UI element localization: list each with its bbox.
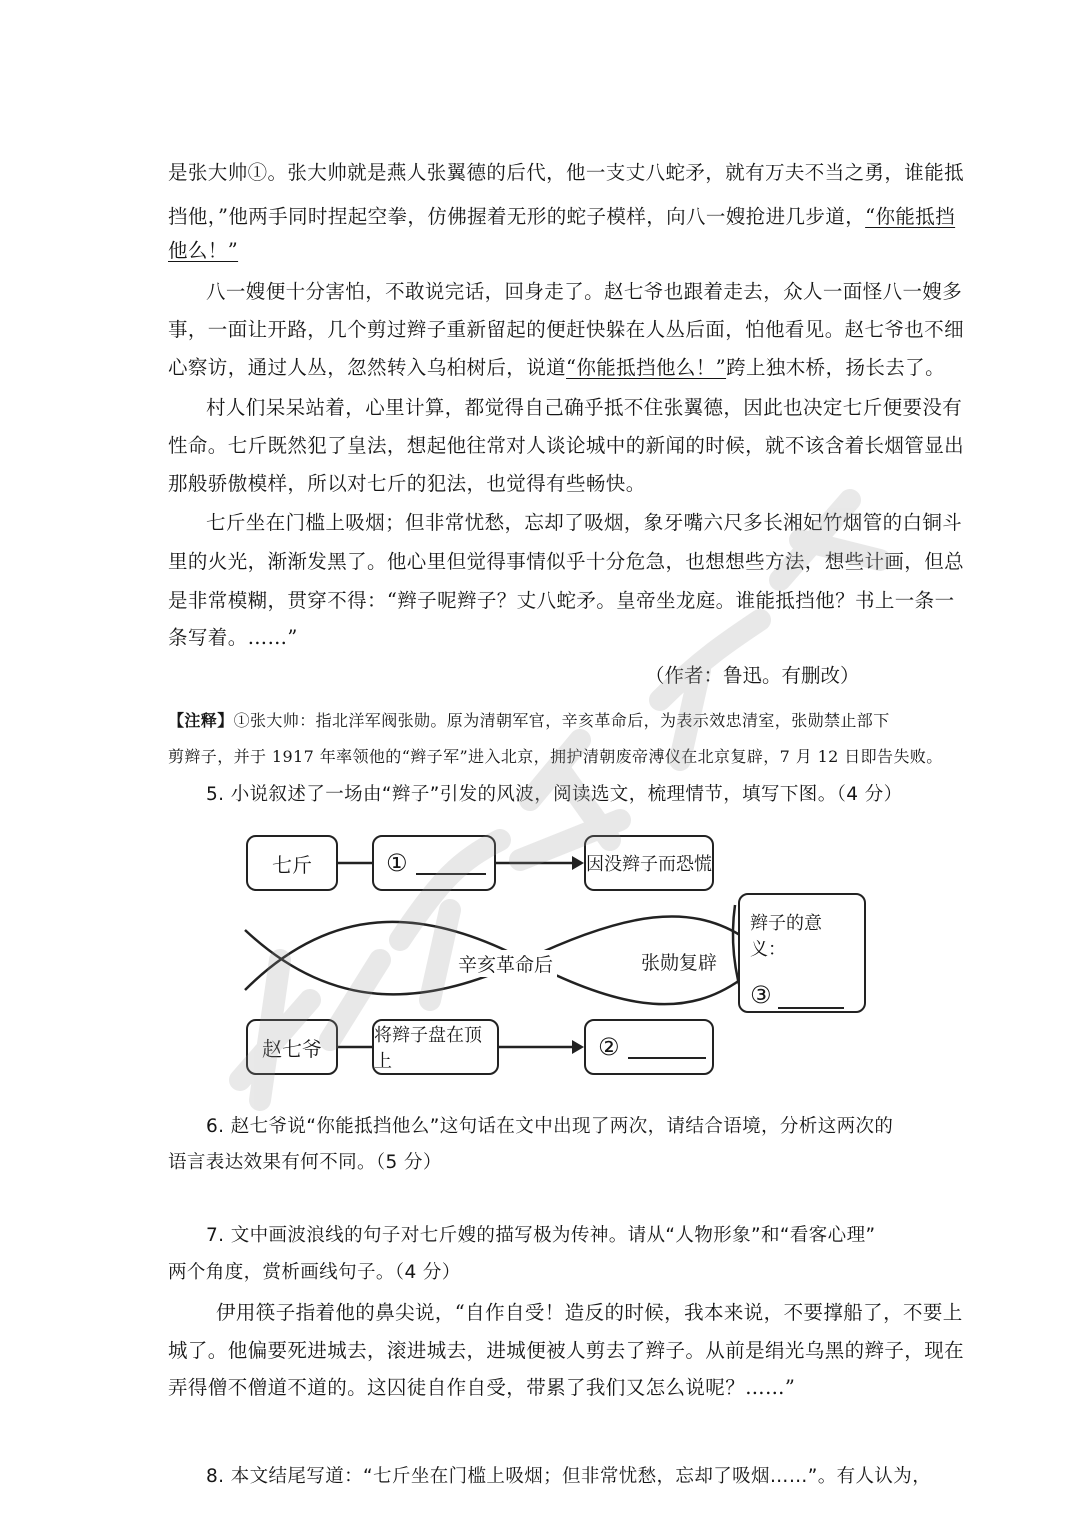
note-line-1: 【注释】①张大帅：指北洋军阀张勋。原为清朝军官，辛亥革命后，为表示效忠清室，张勋禁止部下 (168, 711, 890, 730)
box-meaning: 辫子的意义： ③ (738, 893, 866, 1013)
question-6-line-1: 6. 赵七爷说“你能抵挡他么”这句话在文中出现了两次，请结合语境，分析这两次的 (206, 1116, 894, 1137)
underlined-quote-2: “你能抵挡他么！” (566, 356, 727, 379)
underlined-quote-1b: 他么！” (168, 239, 239, 262)
wave-label-revolution: 辛亥革命后 (454, 950, 557, 977)
q7-quote-line-2: 城了。他偏要死进城去，滚进城去，进城便被人剪去了辫子。从前是绢光乌黑的辫子，现在 (168, 1339, 965, 1362)
passage-line-4: 八一嫂便十分害怕，不敢说完话，回身走了。赵七爷也跟着走去，众人一面怪八一嫂多 (206, 280, 963, 303)
meaning-blank: ③ (750, 981, 844, 1009)
question-5: 5. 小说叙述了一场由“辫子”引发的风波，阅读选文，梳理情节，填写下图。（4 分） (206, 784, 903, 805)
passage-line-2: 挡他，”他两手同时捏起空拳，仿佛握着无形的蛇子模样，向八一嫂抢进几步道，“你能抵挡 (168, 205, 956, 228)
passage-line-11: 里的火光，渐渐发黑了。他心里但觉得事情似乎十分危急，也想想些方法，想些计画，但总 (168, 550, 965, 573)
box-qijin: 七斤 (246, 835, 338, 891)
question-6-line-2: 语言表达效果有何不同。（5 分） (168, 1152, 442, 1173)
passage-line-12: 是非常模糊，贯穿不得：“辫子呢辫子？丈八蛇矛。皇帝坐龙庭。谁能抵挡他？书上一条一 (168, 589, 955, 612)
passage-line-9: 那般骄傲模样，所以对七斤的犯法，也觉得有些畅快。 (168, 472, 646, 495)
passage-line-6: 心察访，通过人丛，忽然转入乌桕树后，说道“你能抵挡他么！”跨上独木桥，扬长去了。 (168, 356, 945, 379)
question-8-line-1: 8. 本文结尾写道：“七斤坐在门槛上吸烟；但非常忧愁，忘却了吸烟……”。有人认为， (206, 1466, 932, 1487)
box-zhao-qiye: 赵七爷 (246, 1019, 338, 1075)
wave-label-restoration: 张勋复辟 (637, 948, 721, 975)
q7-quote-line-1: 伊用筷子指着他的鼻尖说，“自作自受！造反的时候，我本来说，不要撑船了，不要上 (216, 1301, 963, 1324)
note-label: 【注释】 (168, 711, 234, 730)
box-blank-1: ① (372, 835, 496, 891)
question-7-line-1: 7. 文中画波浪线的句子对七斤嫂的描写极为传神。请从“人物形象”和“看客心理” (206, 1225, 876, 1246)
passage-line-7: 村人们呆呆站着，心里计算，都觉得自己确乎抵不住张翼德，因此也决定七斤便要没有 (206, 396, 963, 419)
underlined-quote-1a: “你能抵挡 (865, 205, 956, 228)
passage-line-1: 是张大帅①。张大帅就是燕人张翼德的后代，他一支丈八蛇矛，就有万夫不当之勇，谁能抵 (168, 161, 965, 184)
passage-line-8: 性命。七斤既然犯了皇法，想起他往常对人谈论城中的新闻的时候，就不该含着长烟管显出 (168, 434, 965, 457)
box-blank-2: ② (584, 1019, 714, 1075)
author-credit: （作者：鲁迅。有删改） (645, 664, 860, 687)
passage-line-5: 事，一面让开路，几个剪过辫子重新留起的便赶快躲在人丛后面，怕他看见。赵七爷也不细 (168, 318, 965, 341)
passage-line-10: 七斤坐在门槛上吸烟；但非常忧愁，忘却了吸烟，象牙嘴六尺多长湘妃竹烟管的白铜斗 (206, 511, 963, 534)
question-7-line-2: 两个角度，赏析画线句子。（4 分） (168, 1262, 461, 1283)
box-panic: 因没辫子而恐慌 (584, 835, 714, 891)
q7-quote-line-3: 弄得僧不僧道不道的。这囚徒自作自受，带累了我们又怎么说呢？……” (168, 1376, 796, 1399)
note-line-2: 剪辫子，并于 1917 年率领他的“辫子军”进入北京，拥护清朝废帝溥仪在北京复辟，7 月 12 日即告失败。 (168, 747, 943, 766)
passage-line-13: 条写着。……” (168, 626, 298, 649)
box-coil-queue: 将辫子盘在顶上 (372, 1019, 499, 1075)
